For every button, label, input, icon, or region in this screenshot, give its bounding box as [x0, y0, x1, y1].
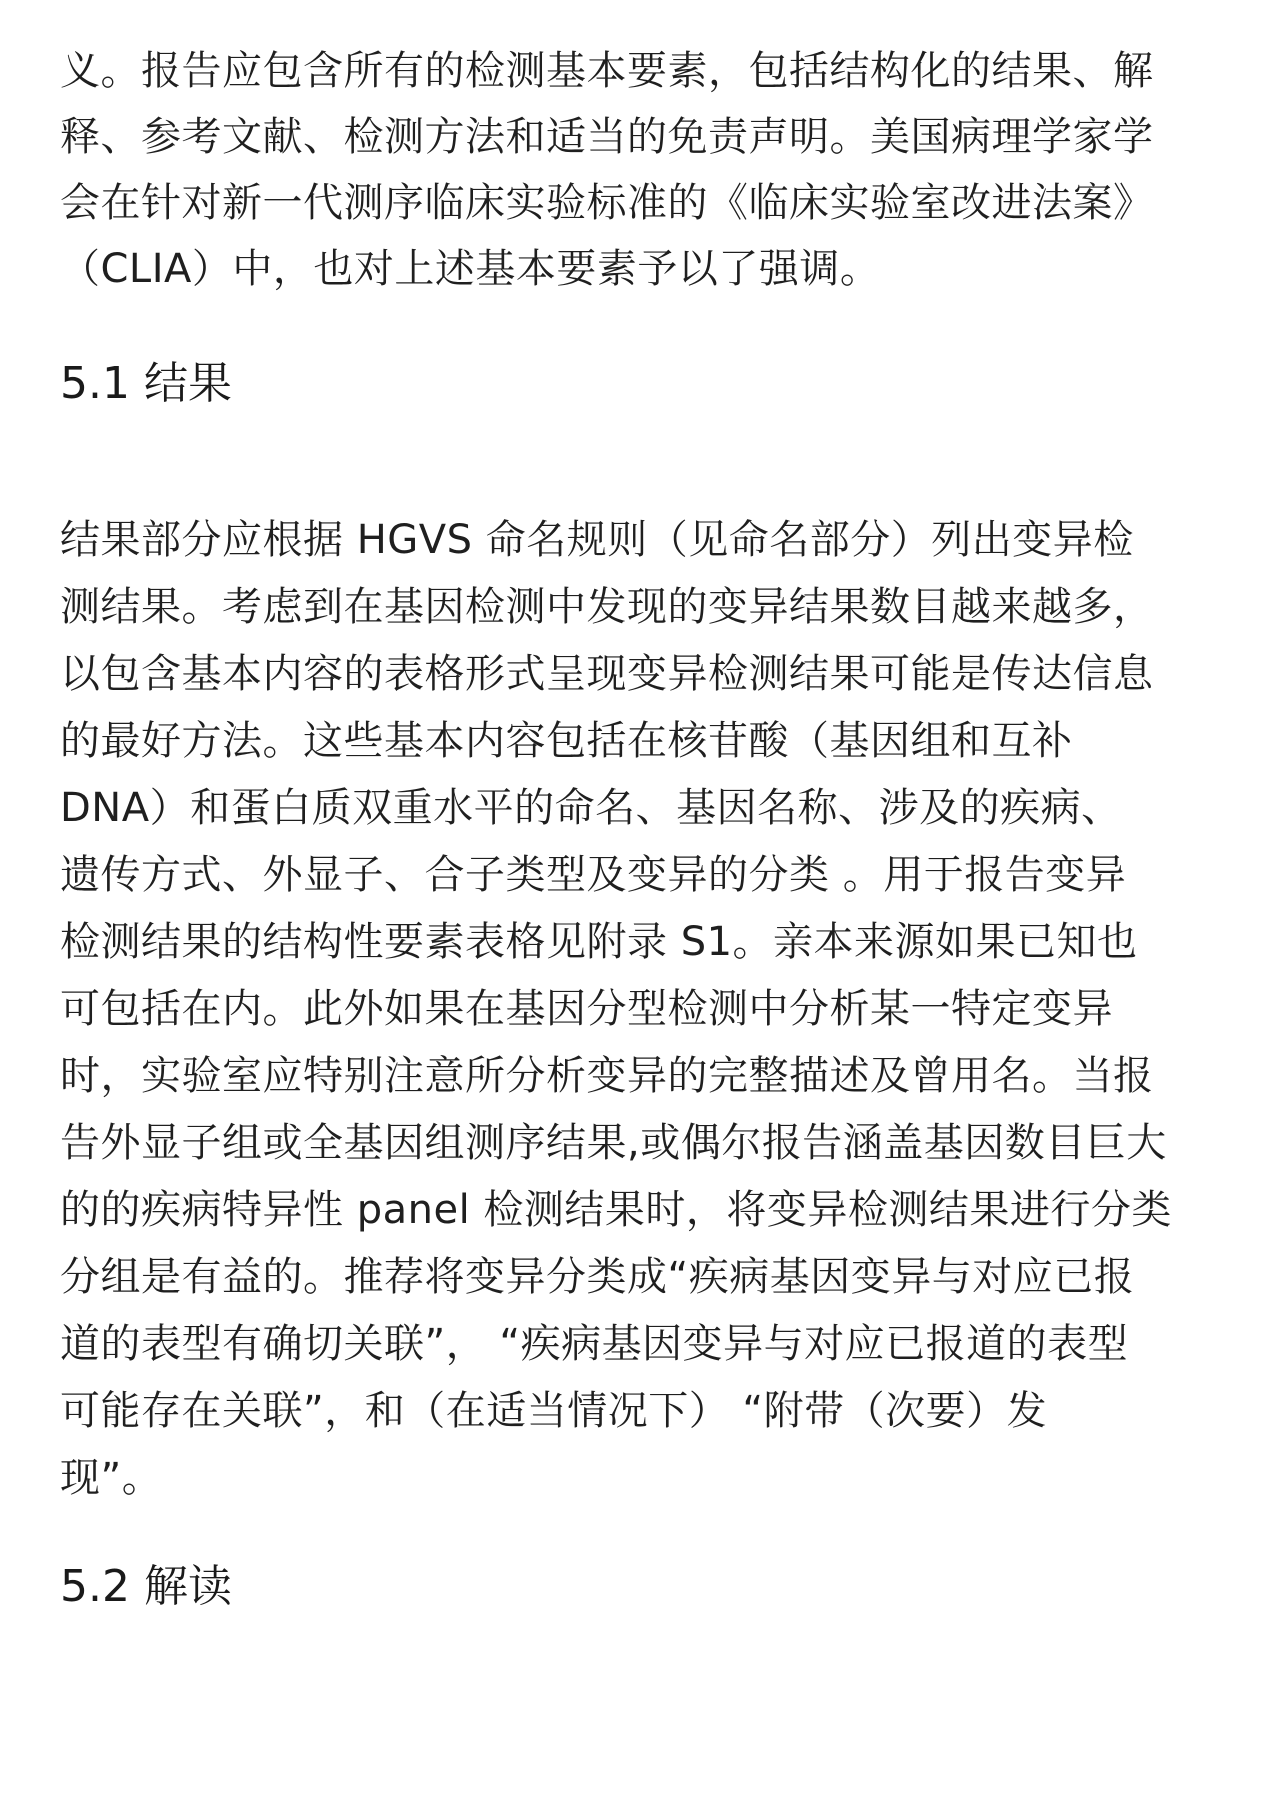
results-line-13: 道的表型有确切关联”， “疾病基因变异与对应已报道的表型 [60, 1321, 1129, 1367]
results-line-14: 可能存在关联”，和（在适当情况下） “附带（次要）发 [60, 1388, 1048, 1434]
results-line-7: 检测结果的结构性要素表格见附录 S1。亲本来源如果已知也 [60, 919, 1138, 965]
intro-line-2: 释、参考文献、检测方法和适当的免责声明。美国病理学家学 [60, 114, 1154, 160]
results-line-8: 可包括在内。此外如果在基因分型检测中分析某一特定变异 [60, 986, 1113, 1032]
section-heading-5-2: 5.2 解读 [60, 1561, 232, 1612]
results-line-11: 的的疾病特异性 panel 检测结果时，将变异检测结果进行分类 [60, 1187, 1172, 1233]
results-line-3: 以包含基本内容的表格形式呈现变异检测结果可能是传达信息 [60, 651, 1154, 697]
results-line-6: 遗传方式、外显子、合子类型及变异的分类 。用于报告变异 [60, 852, 1127, 898]
results-line-4: 的最好方法。这些基本内容包括在核苷酸（基因组和互补 [60, 718, 1073, 764]
results-line-2: 测结果。考虑到在基因检测中发现的变异结果数目越来越多， [60, 584, 1154, 630]
results-line-1: 结果部分应根据 HGVS 命名规则（见命名部分）列出变异检 [60, 517, 1134, 563]
section-heading-5-1: 5.1 结果 [60, 358, 232, 409]
results-line-10: 告外显子组或全基因组测序结果,或偶尔报告涵盖基因数目巨大 [60, 1120, 1167, 1166]
intro-line-3: 会在针对新一代测序临床实验标准的《临床实验室改进法案》 [60, 180, 1154, 226]
results-line-15: 现”。 [60, 1455, 163, 1501]
results-line-9: 时，实验室应特别注意所分析变异的完整描述及曾用名。当报 [60, 1053, 1154, 1099]
results-line-5: DNA）和蛋白质双重水平的命名、基因名称、涉及的疾病、 [60, 785, 1122, 831]
results-line-12: 分组是有益的。推荐将变异分类成“疾病基因变异与对应已报 [60, 1254, 1135, 1300]
intro-line-1: 义。报告应包含所有的检测基本要素，包括结构化的结果、解 [60, 48, 1154, 94]
intro-line-4: （CLIA）中，也对上述基本要素予以了强调。 [60, 246, 881, 292]
